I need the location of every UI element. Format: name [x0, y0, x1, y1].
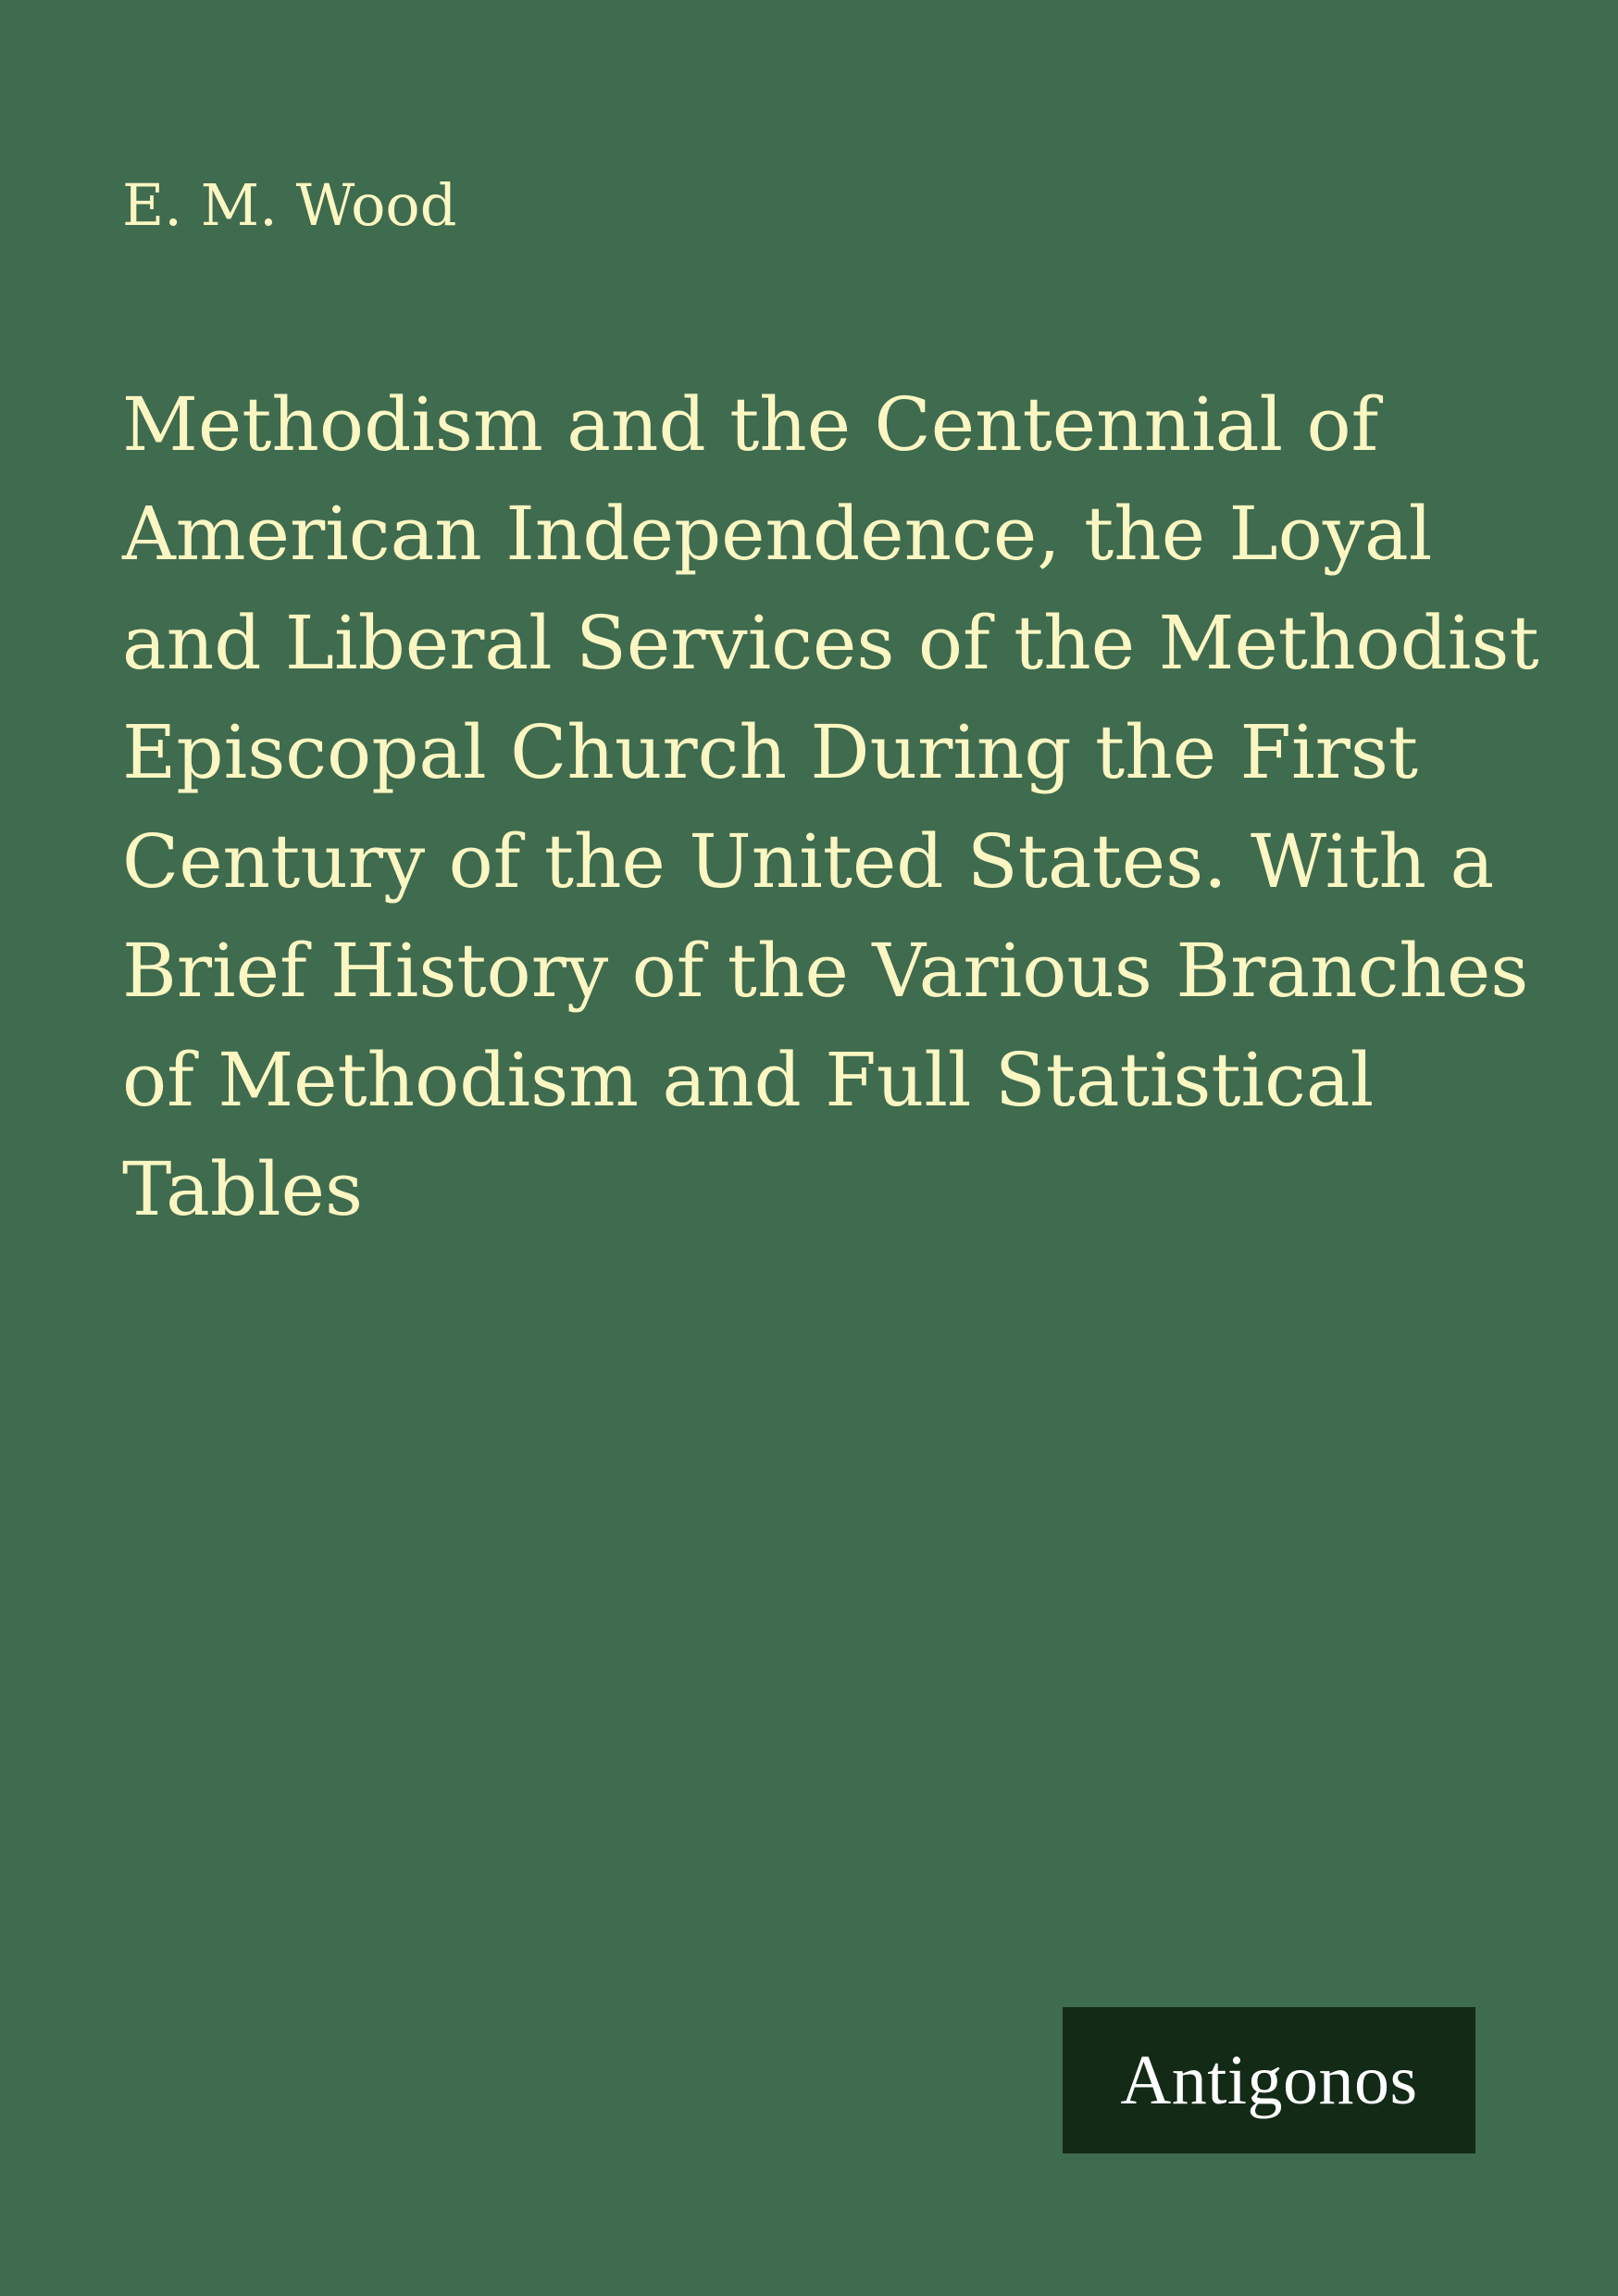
book-title: Methodism and the Centennial of American Independence, the Loyal and Liberal Services of the Methodist Episcopal Church During the First Century of the United States. With a Brief History of the Various Branches of Methodism and Full Statistical Tables [122, 381, 1539, 1232]
publisher-name: Antigonos [1120, 2040, 1418, 2119]
author-name: E. M. Wood [122, 171, 457, 239]
publisher-badge [1063, 2007, 1475, 2153]
